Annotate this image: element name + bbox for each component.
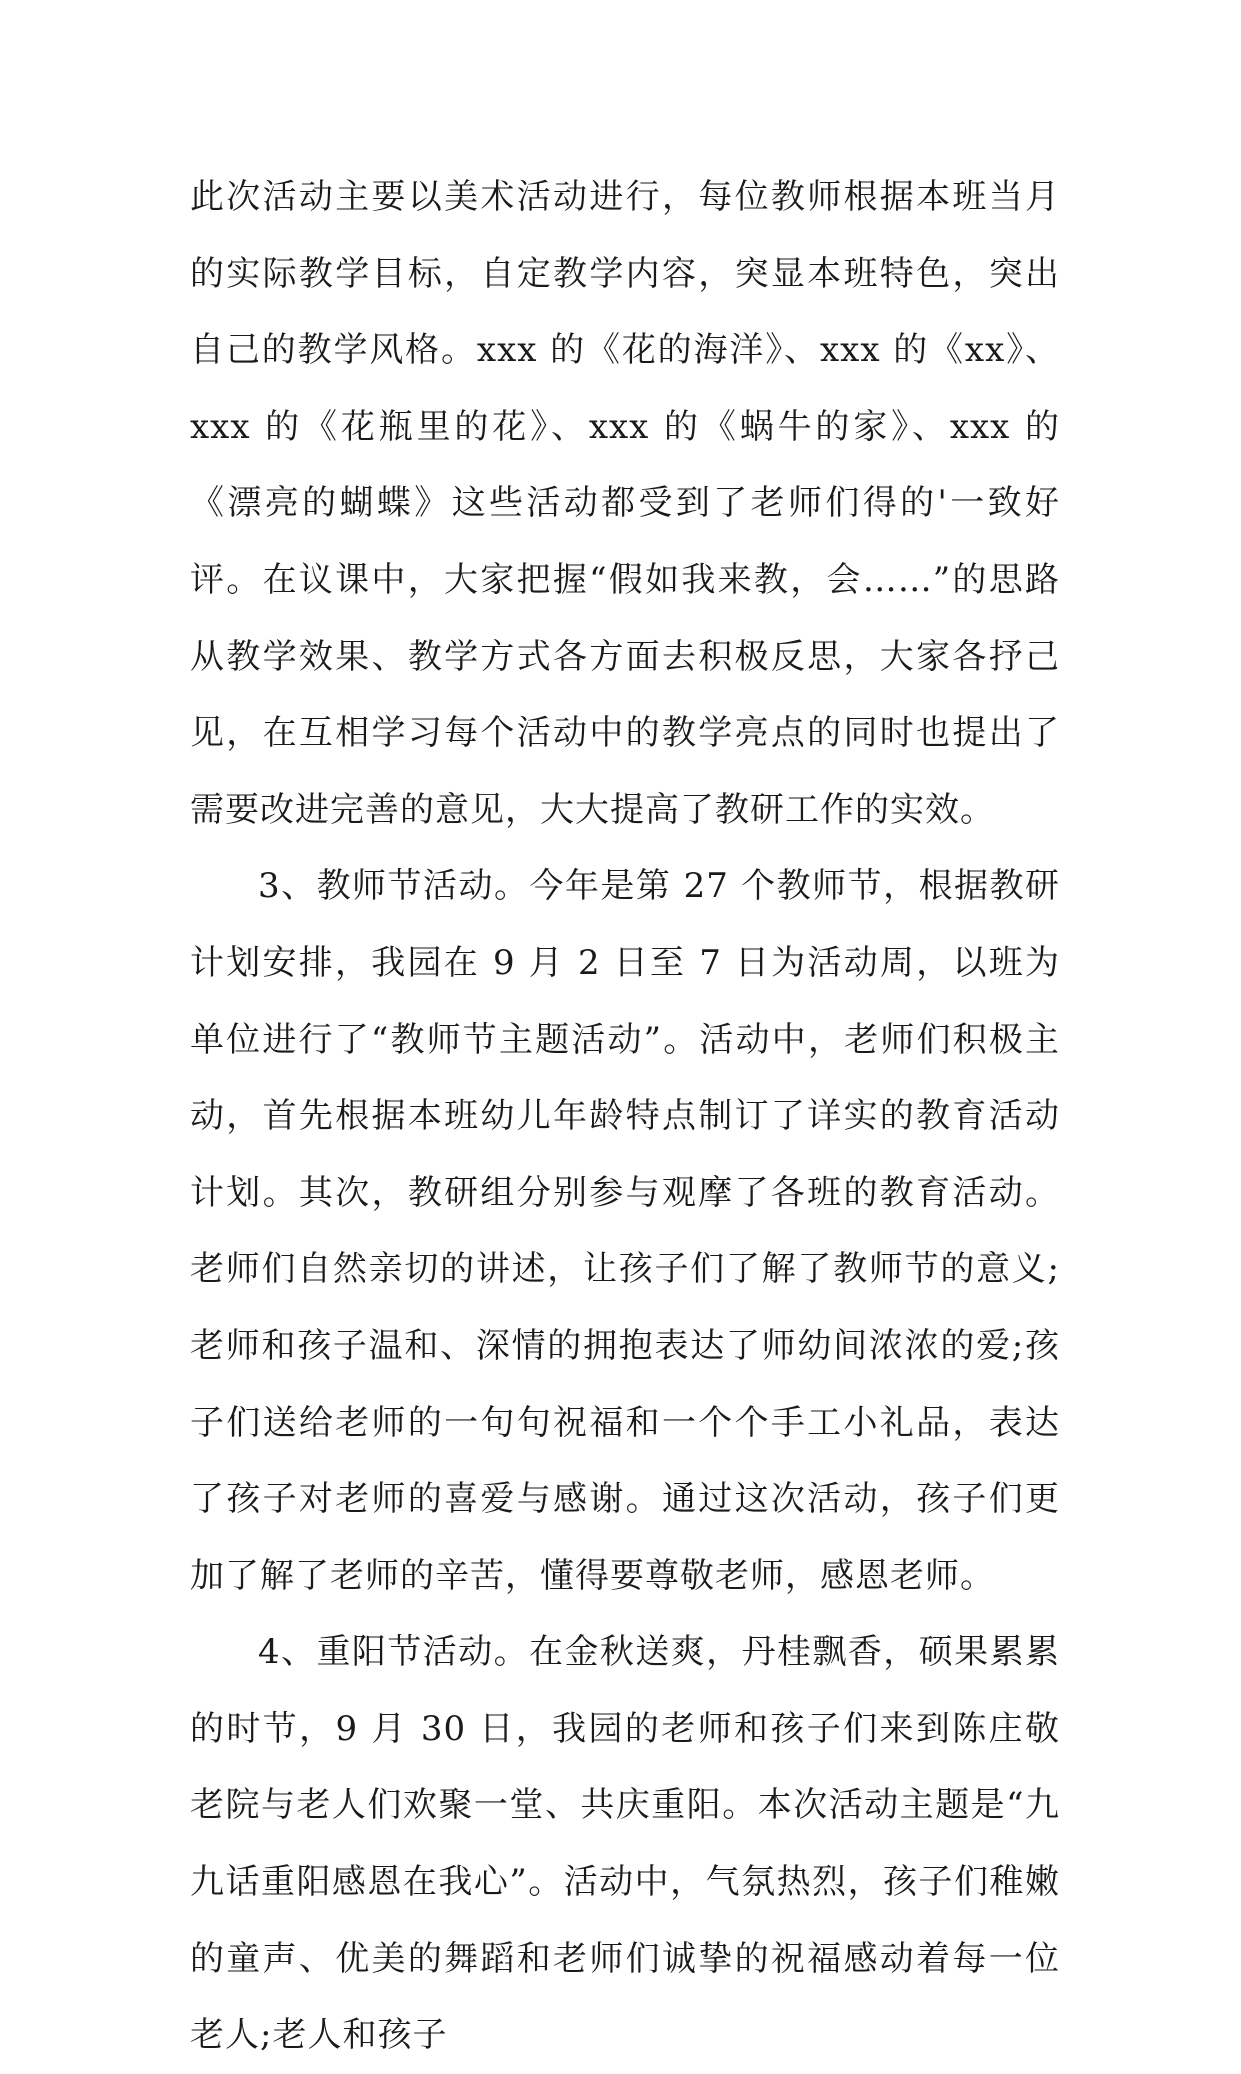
paragraph-teachers-day: 3、教师节活动。今年是第 27 个教师节，根据教研计划安排，我园在 9 月 2 日至 7 日为活动周，以班为单位进行了“教师节主题活动”。活动中，老师们积极主动，首先根据本班幼儿年龄特点制订了详实的教育活动计划。其次，教研组分别参与观摩了各班的教育活动。老师们自然亲切的讲述，让孩子们了解了教师节的意义;老师和孩子温和、深情的拥抱表达了师幼间浓浓的爱;孩子们送给老师的一句句祝福和一个个手工小礼品，表达了孩子对老师的喜爱与感谢。通过这次活动，孩子们更加了解了老师的辛苦，懂得要尊敬老师，感恩老师。 xyxy=(190,866,1060,1596)
document-body xyxy=(190,159,1060,2074)
paragraph-double-ninth: 4、重阳节活动。在金秋送爽，丹桂飘香，硕果累累的时节，9 月 30 日，我园的老师和孩子们来到陈庄敬老院与老人们欢聚一堂、共庆重阳。本次活动主题是“九九话重阳感恩在我心”。活动中，气氛热烈，孩子们稚嫩的童声、优美的舞蹈和老师们诚挚的祝福感动着每一位老人;老人和孩子 xyxy=(190,1632,1060,2056)
paragraph-activity-summary: 此次活动主要以美术活动进行，每位教师根据本班当月的实际教学目标，自定教学内容，突显本班特色，突出自己的教学风格。xxx 的《花的海洋》、xxx 的《xx》、xxx 的《花瓶里的花》、xxx 的《蜗牛的家》、xxx 的《漂亮的蝴蝶》这些活动都受到了老师们得的'一致好评。在议课中，大家把握“假如我来教，会……”的思路从教学效果、教学方式各方面去积极反思，大家各抒己见，在互相学习每个活动中的教学亮点的同时也提出了需要改进完善的意见，大大提高了教研工作的实效。 xyxy=(190,177,1060,830)
